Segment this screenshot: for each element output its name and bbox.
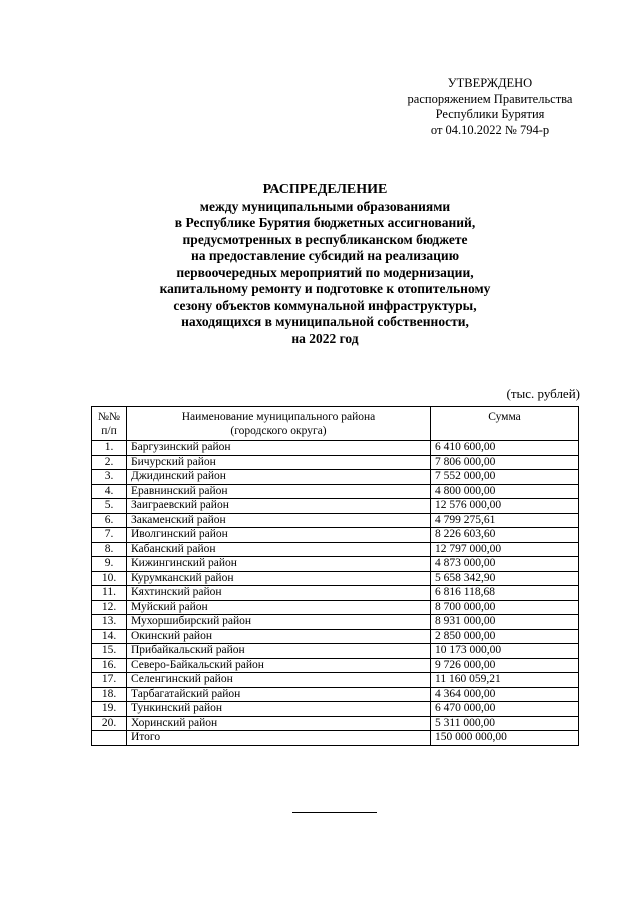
cell-num: 3. (92, 470, 127, 485)
cell-num: 16. (92, 658, 127, 673)
cell-name: Курумканский район (127, 571, 431, 586)
cell-sum: 2 850 000,00 (431, 629, 579, 644)
cell-num: 6. (92, 513, 127, 528)
cell-sum: 5 311 000,00 (431, 716, 579, 731)
cell-num: 19. (92, 702, 127, 717)
table-row (92, 600, 579, 615)
header-num-line1: №№ (98, 411, 120, 423)
cell-name: Баргузинский район (127, 441, 431, 456)
document-title (70, 182, 580, 347)
cell-name: Тункинский район (127, 702, 431, 717)
approval-stamp (395, 76, 585, 138)
cell-sum: 12 797 000,00 (431, 542, 579, 557)
table-row (92, 586, 579, 601)
cell-name: Мухоршибирский район (127, 615, 431, 630)
cell-name: Окинский район (127, 629, 431, 644)
cell-num: 7. (92, 528, 127, 543)
approval-date-number: от 04.10.2022 № 794-р (430, 122, 550, 137)
cell-num: 1. (92, 441, 127, 456)
table-row (92, 687, 579, 702)
cell-sum: 8 931 000,00 (431, 615, 579, 630)
title-line: капитальному ремонту и подготовке к отопительному (159, 281, 491, 296)
cell-sum: 8 226 603,60 (431, 528, 579, 543)
table-row (92, 571, 579, 586)
cell-name: Заиграевский район (127, 499, 431, 514)
table-row (92, 499, 579, 514)
header-name (127, 407, 431, 441)
header-name-line2: (городского округа) (230, 425, 327, 437)
cell-num: 9. (92, 557, 127, 572)
table-row (92, 542, 579, 557)
units-note: (тыс. рублей) (506, 386, 580, 401)
cell-sum: 7 806 000,00 (431, 455, 579, 470)
table-row (92, 644, 579, 659)
table-row (92, 455, 579, 470)
title-heading: РАСПРЕДЕЛЕНИЕ (262, 182, 388, 197)
cell-num: 4. (92, 484, 127, 499)
title-line: между муниципальными образованиями (199, 198, 451, 214)
header-num (92, 407, 127, 441)
total-sum: 150 000 000,00 (431, 731, 579, 746)
approval-order: распоряжением Правительства (407, 91, 573, 106)
table-row (92, 716, 579, 731)
approval-government: Республики Бурятия (435, 107, 545, 121)
table-row (92, 513, 579, 528)
distribution-table (91, 406, 579, 746)
cell-name: Иволгинский район (127, 528, 431, 543)
cell-sum: 6 410 600,00 (431, 441, 579, 456)
cell-name: Прибайкальский район (127, 644, 431, 659)
cell-sum: 6 816 118,68 (431, 586, 579, 601)
cell-sum: 11 160 059,21 (431, 673, 579, 688)
table-row (92, 615, 579, 630)
cell-num: 10. (92, 571, 127, 586)
cell-sum: 4 873 000,00 (431, 557, 579, 572)
cell-num: 8. (92, 542, 127, 557)
table-row (92, 484, 579, 499)
cell-name: Кабанский район (127, 542, 431, 557)
cell-num: 13. (92, 615, 127, 630)
cell-num: 5. (92, 499, 127, 514)
cell-sum: 4 800 000,00 (431, 484, 579, 499)
cell-sum: 4 364 000,00 (431, 687, 579, 702)
table-row (92, 528, 579, 543)
cell-num: 20. (92, 716, 127, 731)
title-line: сезону объектов коммунальной инфраструктуры, (173, 297, 477, 313)
cell-sum: 4 799 275,61 (431, 513, 579, 528)
cell-name: Джидинский район (127, 470, 431, 485)
cell-sum: 8 700 000,00 (431, 600, 579, 615)
table-row (92, 470, 579, 485)
cell-name: Закаменский район (127, 513, 431, 528)
title-line: в Республике Бурятия бюджетных ассигнований, (174, 215, 476, 230)
table-row (92, 702, 579, 717)
cell-num: 15. (92, 644, 127, 659)
cell-name: Селенгинский район (127, 673, 431, 688)
cell-num: 11. (92, 586, 127, 601)
title-line: предусмотренных в республиканском бюджете (182, 231, 468, 247)
cell-name: Еравнинский район (127, 484, 431, 499)
cell-name: Кижингинский район (127, 557, 431, 572)
cell-name: Бичурский район (127, 455, 431, 470)
cell-sum: 7 552 000,00 (431, 470, 579, 485)
cell-name: Северо-Байкальский район (127, 658, 431, 673)
table-header-row (92, 407, 579, 441)
table-row (92, 673, 579, 688)
cell-num: 2. (92, 455, 127, 470)
title-line: находящихся в муниципальной собственности, (181, 314, 469, 329)
cell-sum: 10 173 000,00 (431, 644, 579, 659)
cell-num: 14. (92, 629, 127, 644)
table-row (92, 441, 579, 456)
cell-sum: 9 726 000,00 (431, 658, 579, 673)
cell-sum: 5 658 342,90 (431, 571, 579, 586)
cell-num: 18. (92, 687, 127, 702)
cell-name: Муйский район (127, 600, 431, 615)
title-line: первоочередных мероприятий по модернизации, (176, 264, 474, 280)
cell-name: Тарбагатайский район (127, 687, 431, 702)
cell-name: Хоринский район (127, 716, 431, 731)
approval-label: УТВЕРЖДЕНО (447, 76, 533, 90)
title-line: на предоставление субсидий на реализацию (190, 248, 460, 263)
cell-num: 12. (92, 600, 127, 615)
cell-num (92, 731, 127, 746)
title-line: на 2022 год (291, 330, 359, 346)
total-row (92, 731, 579, 746)
cell-num: 17. (92, 673, 127, 688)
table-row (92, 658, 579, 673)
total-label: Итого (127, 731, 431, 746)
header-num-line2: п/п (101, 425, 117, 437)
cell-sum: 6 470 000,00 (431, 702, 579, 717)
header-sum: Сумма (431, 407, 579, 441)
closing-line (292, 812, 377, 813)
header-name-line1: Наименование муниципального района (181, 411, 376, 423)
table-row (92, 557, 579, 572)
table-row (92, 629, 579, 644)
cell-name: Кяхтинский район (127, 586, 431, 601)
cell-sum: 12 576 000,00 (431, 499, 579, 514)
